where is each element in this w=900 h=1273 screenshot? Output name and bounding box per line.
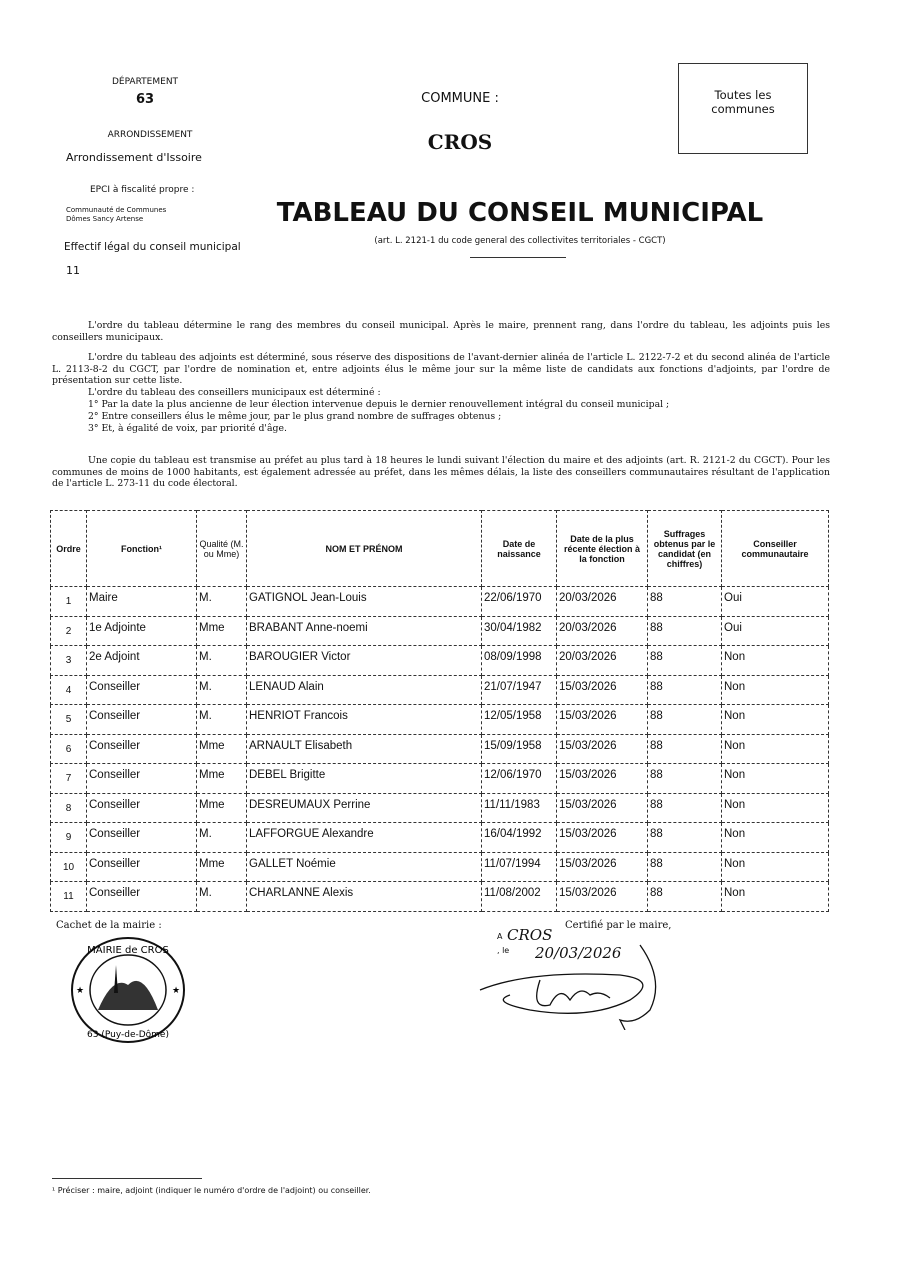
departement-label: DÉPARTEMENT <box>111 77 179 87</box>
cell-qualite: Mme <box>197 734 247 764</box>
council-table <box>50 510 829 912</box>
cell-suffrages: 88 <box>648 882 722 912</box>
cell-nom: ARNAULT Elisabeth <box>247 734 482 764</box>
paragraph-3: L'ordre du tableau des conseillers municipaux est déterminé : <box>88 387 381 398</box>
cell-suffrages: 88 <box>648 764 722 794</box>
cell-naissance: 21/07/1947 <box>482 675 557 705</box>
arrondissement-value: Arrondissement d'Issoire <box>66 151 202 164</box>
cell-nom: LAFFORGUE Alexandre <box>247 823 482 853</box>
cell-election: 15/03/2026 <box>557 852 648 882</box>
table-row <box>51 616 829 646</box>
cell-naissance: 12/05/1958 <box>482 705 557 735</box>
cell-fonction: Conseiller <box>87 793 197 823</box>
epci-line2: Dômes Sancy Artense <box>66 215 144 223</box>
header-election: Date de la plus récente élection à la fonction <box>557 511 648 587</box>
cell-ordre: 3 <box>51 646 87 676</box>
cell-suffrages: 88 <box>648 705 722 735</box>
cell-naissance: 16/04/1992 <box>482 823 557 853</box>
place-handwritten: CROS <box>507 926 553 944</box>
header-qualite: Qualité (M. ou Mme) <box>197 511 247 587</box>
cell-election: 20/03/2026 <box>557 587 648 617</box>
cell-ordre: 4 <box>51 675 87 705</box>
cell-naissance: 30/04/1982 <box>482 616 557 646</box>
table-row <box>51 734 829 764</box>
cell-suffrages: 88 <box>648 616 722 646</box>
svg-text:★: ★ <box>76 986 85 996</box>
paragraph-7: Une copie du tableau est transmise au préfet au plus tard à 18 heures le lundi suivant l'élection du maire et des adjoints (art. R. 2121-2 du CGCT). Pour les communes de moins de 1000 habitants, est également adressée au préfet, dans les mêmes délais, la liste des conseillers communautaires résultant de l'application de l'article L. 273-11 du code électoral. <box>52 455 830 489</box>
cell-nom: GALLET Noémie <box>247 852 482 882</box>
cell-ordre: 7 <box>51 764 87 794</box>
header-fonction: Fonction¹ <box>87 511 197 587</box>
cell-qualite: Mme <box>197 616 247 646</box>
cell-nom: DESREUMAUX Perrine <box>247 793 482 823</box>
paragraph-5: 2° Entre conseillers élus le même jour, par le plus grand nombre de suffrages obtenus ; <box>88 411 502 422</box>
cell-fonction: Conseiller <box>87 882 197 912</box>
cell-nom: BRABANT Anne-noemi <box>247 616 482 646</box>
cell-naissance: 15/09/1958 <box>482 734 557 764</box>
footnote-divider <box>52 1178 202 1179</box>
cell-qualite: M. <box>197 882 247 912</box>
commune-label: COMMUNE : <box>421 91 499 106</box>
cell-fonction: Conseiller <box>87 675 197 705</box>
table-header-row <box>51 511 829 587</box>
cell-qualite: Mme <box>197 764 247 794</box>
arrondissement-label: ARRONDISSEMENT <box>107 130 193 140</box>
cell-fonction: Conseiller <box>87 734 197 764</box>
cell-election: 15/03/2026 <box>557 705 648 735</box>
cell-election: 15/03/2026 <box>557 675 648 705</box>
commune-name: CROS <box>427 130 493 154</box>
table-row <box>51 882 829 912</box>
cell-communautaire: Non <box>722 852 829 882</box>
cell-suffrages: 88 <box>648 793 722 823</box>
title-divider <box>470 257 566 258</box>
page-subtitle: (art. L. 2121-1 du code general des collectivites territoriales - CGCT) <box>374 236 666 246</box>
cell-suffrages: 88 <box>648 675 722 705</box>
table-row <box>51 675 829 705</box>
cachet-label: Cachet de la mairie : <box>56 920 162 931</box>
table-row <box>51 852 829 882</box>
cell-nom: CHARLANNE Alexis <box>247 882 482 912</box>
paragraph-1: L'ordre du tableau détermine le rang des membres du conseil municipal. Après le maire, prennent rang, dans l'ordre du tableau, les adjoints puis les conseillers municipaux. <box>52 320 830 343</box>
table-row <box>51 823 829 853</box>
cell-ordre: 10 <box>51 852 87 882</box>
epci-line1: Communauté de Communes <box>66 206 167 214</box>
cell-ordre: 11 <box>51 882 87 912</box>
cell-naissance: 11/08/2002 <box>482 882 557 912</box>
cell-ordre: 8 <box>51 793 87 823</box>
cell-communautaire: Non <box>722 646 829 676</box>
header-naissance: Date de naissance <box>482 511 557 587</box>
table-row <box>51 793 829 823</box>
cell-election: 15/03/2026 <box>557 882 648 912</box>
cell-naissance: 22/06/1970 <box>482 587 557 617</box>
svg-text:MAIRIE de CROS: MAIRIE de CROS <box>87 945 169 956</box>
cell-communautaire: Non <box>722 734 829 764</box>
cell-election: 15/03/2026 <box>557 793 648 823</box>
table-row <box>51 646 829 676</box>
cell-communautaire: Non <box>722 793 829 823</box>
cell-qualite: M. <box>197 675 247 705</box>
cell-naissance: 12/06/1970 <box>482 764 557 794</box>
cell-ordre: 1 <box>51 587 87 617</box>
cell-nom: HENRIOT Francois <box>247 705 482 735</box>
cell-naissance: 11/07/1994 <box>482 852 557 882</box>
cell-qualite: M. <box>197 646 247 676</box>
paragraph-4: 1° Par la date la plus ancienne de leur élection intervenue depuis le dernier renouvellement intégral du conseil municipal ; <box>88 399 670 410</box>
cell-qualite: M. <box>197 587 247 617</box>
paragraph-6: 3° Et, à égalité de voix, par priorité d'âge. <box>88 423 287 434</box>
date-handwritten: 20/03/2026 <box>535 944 622 962</box>
cell-suffrages: 88 <box>648 823 722 853</box>
cell-fonction: Conseiller <box>87 705 197 735</box>
cell-nom: GATIGNOL Jean-Louis <box>247 587 482 617</box>
cell-fonction: Maire <box>87 587 197 617</box>
a-label: A <box>497 932 503 941</box>
cell-ordre: 2 <box>51 616 87 646</box>
le-label: , le <box>497 946 510 955</box>
cell-election: 15/03/2026 <box>557 823 648 853</box>
departement-value: 63 <box>135 92 155 107</box>
cell-qualite: Mme <box>197 793 247 823</box>
cell-fonction: 1e Adjointe <box>87 616 197 646</box>
page-title: TABLEAU DU CONSEIL MUNICIPAL <box>276 198 764 228</box>
cell-fonction: 2e Adjoint <box>87 646 197 676</box>
svg-text:★: ★ <box>172 986 181 996</box>
cell-fonction: Conseiller <box>87 823 197 853</box>
cell-qualite: Mme <box>197 852 247 882</box>
cell-ordre: 9 <box>51 823 87 853</box>
effectif-value: 11 <box>66 264 80 277</box>
cell-suffrages: 88 <box>648 646 722 676</box>
cell-suffrages: 88 <box>648 587 722 617</box>
cell-election: 15/03/2026 <box>557 734 648 764</box>
table-row <box>51 705 829 735</box>
communes-box: Toutes les communes <box>678 63 808 154</box>
cell-suffrages: 88 <box>648 734 722 764</box>
header-ordre: Ordre <box>51 511 87 587</box>
mairie-stamp <box>68 935 188 1045</box>
cell-election: 20/03/2026 <box>557 646 648 676</box>
cell-communautaire: Oui <box>722 587 829 617</box>
cell-nom: DEBEL Brigitte <box>247 764 482 794</box>
effectif-label: Effectif légal du conseil municipal <box>64 241 241 253</box>
cell-communautaire: Oui <box>722 616 829 646</box>
cell-nom: LENAUD Alain <box>247 675 482 705</box>
cell-election: 15/03/2026 <box>557 764 648 794</box>
table-row <box>51 587 829 617</box>
cell-qualite: M. <box>197 823 247 853</box>
cell-suffrages: 88 <box>648 852 722 882</box>
header-nom: NOM ET PRÉNOM <box>247 511 482 587</box>
footnote: ¹ Préciser : maire, adjoint (indiquer le numéro d'ordre de l'adjoint) ou conseiller. <box>52 1186 371 1195</box>
cell-election: 20/03/2026 <box>557 616 648 646</box>
mayor-signature <box>470 940 680 1030</box>
epci-label: EPCI à fiscalité propre : <box>90 185 195 195</box>
cell-qualite: M. <box>197 705 247 735</box>
cell-communautaire: Non <box>722 675 829 705</box>
cell-naissance: 08/09/1998 <box>482 646 557 676</box>
cell-communautaire: Non <box>722 823 829 853</box>
cell-nom: BAROUGIER Victor <box>247 646 482 676</box>
cell-ordre: 5 <box>51 705 87 735</box>
cell-communautaire: Non <box>722 705 829 735</box>
cell-naissance: 11/11/1983 <box>482 793 557 823</box>
cell-fonction: Conseiller <box>87 764 197 794</box>
cell-communautaire: Non <box>722 882 829 912</box>
header-suffrages: Suffrages obtenus par le candidat (en chiffres) <box>648 511 722 587</box>
cell-fonction: Conseiller <box>87 852 197 882</box>
table-row <box>51 764 829 794</box>
certifie-label: Certifié par le maire, <box>565 920 672 931</box>
svg-text:63 (Puy-de-Dôme): 63 (Puy-de-Dôme) <box>87 1030 169 1040</box>
paragraph-2: L'ordre du tableau des adjoints est déterminé, sous réserve des dispositions de l'avant-dernier alinéa de l'article L. 2122-7-2 et du second alinéa de l'article L. 2113-8-2 du CGCT, par l'ordre de nomination et, entre adjoints élus le même jour sur la même liste de candidats aux fonctions d'adjoints, par l'ordre de présentation sur cette liste. <box>52 352 830 386</box>
cell-communautaire: Non <box>722 764 829 794</box>
header-communautaire: Conseiller communautaire <box>722 511 829 587</box>
cell-ordre: 6 <box>51 734 87 764</box>
